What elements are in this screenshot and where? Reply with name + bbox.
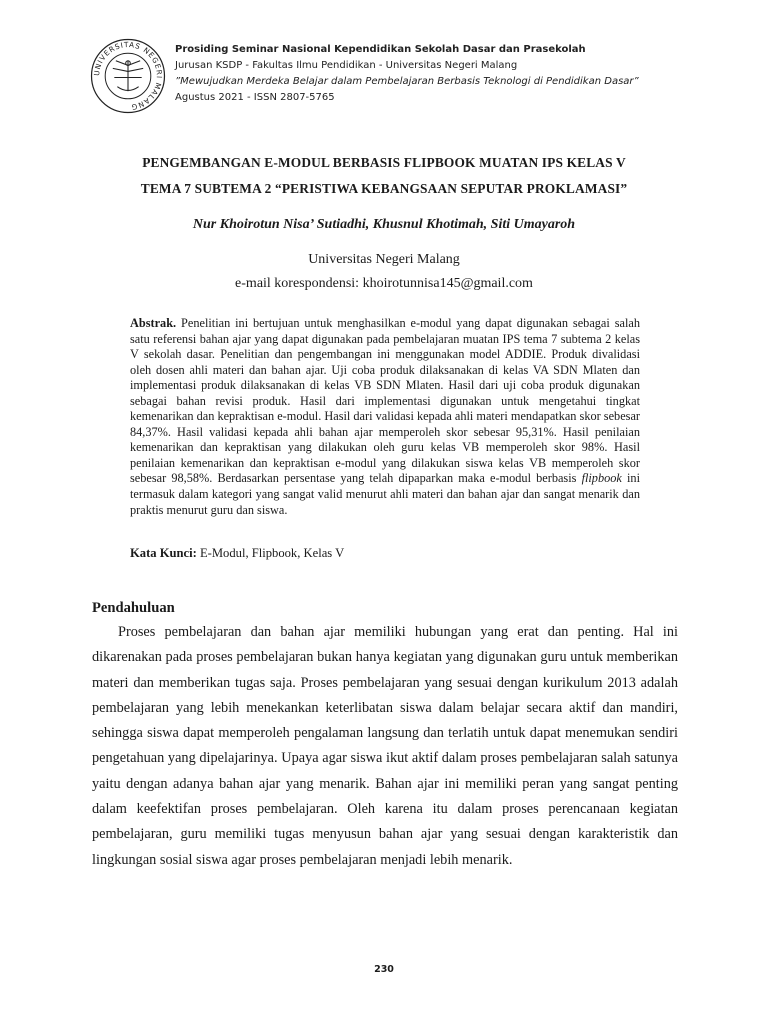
abstract-italic-term: flipbook: [581, 471, 622, 486]
abstract: [130, 316, 640, 518]
page-header: [90, 38, 690, 118]
seminar-theme: ”Mewujudkan Merdeka Belajar dalam Pembelajaran Berbasis Teknologi di Pendidikan Dasar”: [175, 76, 639, 87]
svg-text:UNIVERSITAS NEGERI MALANG: UNIVERSITAS NEGERI MALANG: [91, 40, 164, 112]
proceedings-title: Prosiding Seminar Nasional Kependidikan Sekolah Dasar dan Prasekolah: [175, 44, 586, 55]
correspondence-email: e-mail korespondensi: khoirotunnisa145@gmail.com: [235, 276, 533, 291]
affiliation: [60, 248, 708, 296]
university-name: Universitas Negeri Malang: [308, 252, 460, 267]
title-line-2: TEMA 7 SUBTEMA 2 “PERISTIWA KEBANGSAAN SEPUTAR PROKLAMASI”: [140, 181, 628, 196]
university-seal-icon: [90, 38, 166, 114]
author-list: Nur Khoirotun Nisa’ Sutiadhi, Khusnul Khotimah, Siti Umayaroh: [192, 217, 576, 232]
keywords: [130, 545, 640, 561]
section-heading: Pendahuluan: [92, 600, 175, 616]
page-number: 230: [374, 964, 394, 975]
paper-title: [60, 150, 708, 202]
abstract-label: Abstrak.: [130, 316, 177, 330]
keywords-label: Kata Kunci:: [130, 546, 197, 560]
keywords-text: E-Modul, Flipbook, Kelas V: [196, 546, 345, 560]
proceedings-info: [175, 42, 695, 106]
department-line: Jurusan KSDP - Fakultas Ilmu Pendidikan - Universitas Negeri Malang: [175, 60, 518, 71]
body-paragraph: Proses pembelajaran dan bahan ajar memiliki hubungan yang erat dan penting. Hal ini dikarenakan pada proses pembelajaran bukan hanya kegiatan yang digunakan guru untuk memberikan materi dan memberikan tugas saja. Proses pembelajaran yang sesuai dengan kurikulum 2013 adalah pembelajaran yang lebih menekankan keterlibatan siswa dalam belajar secara aktif dan mandiri, sehingga siswa dapat memperoleh pengalaman langsung dan terlatih untuk dapat menemukan sendiri pengetahuan yang dipelajarinya. Upaya agar siswa ikut aktif dalam proses pembelajaran salah satunya yaitu dengan adanya bahan ajar yang menarik. Bahan ajar ini memiliki peran yang sangat penting dalam keefektifan proses pembelajaran. Oleh karena itu dalam proses perencanaan kegiatan pembelajaran, guru memiliki tugas menyusun bahan ajar yang sesuai dengan karakteristik dan lingkungan sosial siswa agar proses pembelajaran menjadi lebih menarik.: [92, 624, 678, 868]
abstract-text-part-1: Penelitian ini bertujuan untuk menghasilkan e-modul yang dapat digunakan sebagai salah satu referensi bahan ajar yang dapat digunakan pada pembelajaran muatan IPS tema 7 subtema 2 kelas V sekolah dasar. Penelitian dan pengembangan ini menggunakan model ADDIE. Produk divalidasi oleh dosen ahli materi dan bahan ajar. Uji coba produk dilaksanakan di kelas VA SDN Mlaten dan implementasi produk dilaksanakan di kelas VB SDN Mlaten. Hasil dari uji coba produk digunakan sebagai bahan revisi produk. Hasil dari implementasi digunakan untuk mengetahui tingkat kemenarikan dan kepraktisan e-modul. Hasil dari validasi kepada ahli materi mendapatkan skor sebesar 84,37%. Hasil validasi kepada ahli bahan ajar memperoleh skor sebesar 95,31%. Hasil penilaian kemenarikan dan kepraktisan yang dilakukan oleh guru kelas VB memperoleh skor 98%. Hasil penilaian kemenarikan dan kepraktisan e-modul yang dilakukan siswa kelas VB memperoleh skor sebesar 98,58%. Berdasarkan persentase yang telah dipaparkan maka e-modul berbasis: [130, 316, 640, 486]
title-line-1: PENGEMBANGAN E-MODUL BERBASIS FLIPBOOK MUATAN IPS KELAS V: [142, 155, 626, 170]
abstract-text-part-2: ini termasuk dalam kategori yang sangat valid menurut ahli materi dan bahan ajar dan sangat menarik dan praktis menurut guru dan siswa.: [130, 471, 640, 517]
issn-line: Agustus 2021 - ISSN 2807-5765: [175, 92, 335, 103]
